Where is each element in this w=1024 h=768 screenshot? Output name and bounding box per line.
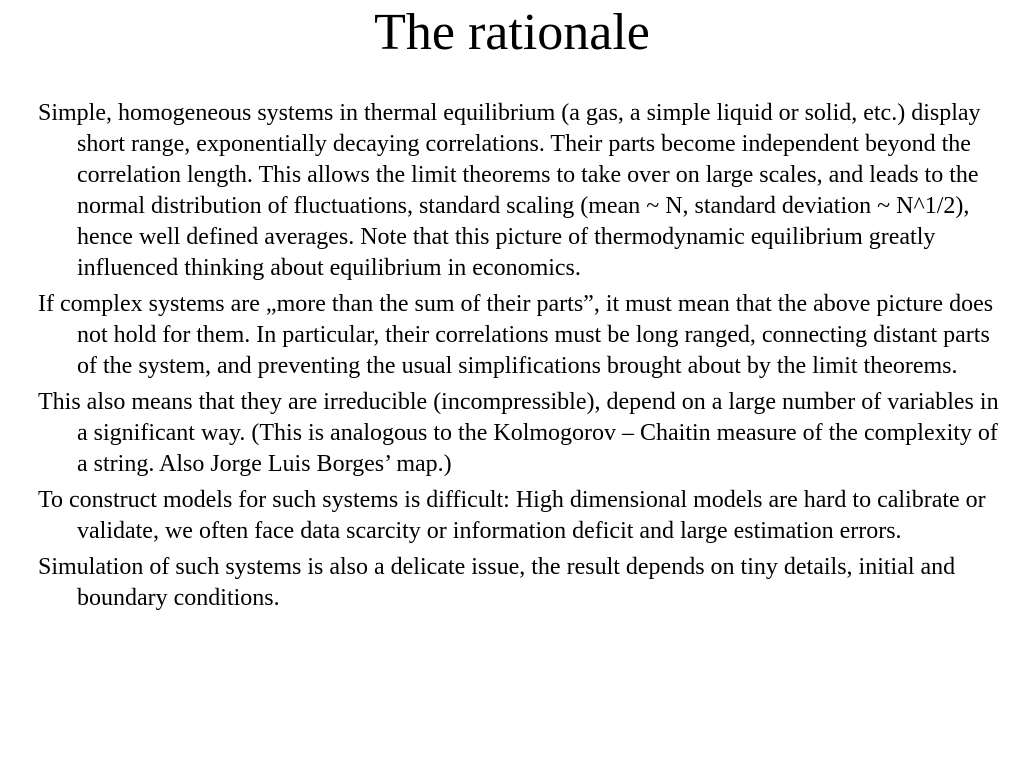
paragraph-line: greatly influenced thinking about equilibrium in economics. xyxy=(77,224,936,281)
paragraph-line: well defined averages. Note that this picture of thermodynamic equilibrium xyxy=(138,224,863,250)
paragraph-line: long ranged, connecting distant parts of the system, and preventing the usual xyxy=(77,322,990,379)
paragraph-line: to calibrate or validate, we often face data scarcity or information deficit and xyxy=(77,487,986,544)
paragraph-line: Simple, homogeneous systems in thermal equilibrium (a gas, a simple liquid or xyxy=(38,100,799,126)
paragraph-line: If complex systems are „more than the sum of their parts”, it must mean that the xyxy=(38,291,808,317)
paragraph-line: above picture does not hold for them. In particular, their correlations must be xyxy=(77,291,994,348)
paragraph-line: – Chaitin measure of the complexity of a string. Also Jorge Luis Borges’ map.) xyxy=(77,420,998,477)
paragraph-line: theorems to take over on large scales, and leads to the normal distribution of xyxy=(77,162,979,219)
paragraph-line: To construct models for such systems is difficult: High dimensional models are hard xyxy=(38,487,847,513)
paragraph-line: Simulation of such systems is also a delicate issue, the result depends on tiny xyxy=(38,554,778,580)
body-paragraph-4 xyxy=(38,485,1008,547)
paragraph-line: This also means that they are irreducible (incompressible), depend on a large xyxy=(38,389,776,415)
paragraph-line: solid, etc.) display short range, exponentially decaying correlations. Their parts xyxy=(77,100,981,157)
paragraph-line: simplifications brought about by the limit theorems. xyxy=(458,353,958,379)
paragraph-line: details, initial and boundary conditions. xyxy=(77,554,956,611)
body-paragraph-3 xyxy=(38,387,1008,480)
paragraph-line: fluctuations, standard scaling (mean ~ N, standard deviation ~ N^1/2), hence xyxy=(77,193,970,250)
body-paragraph-5 xyxy=(38,552,1008,614)
paragraph-line: large estimation errors. xyxy=(680,518,902,544)
body-paragraph-list xyxy=(38,98,1008,619)
body-paragraph-1 xyxy=(38,98,1008,284)
slide-title: The rationale xyxy=(374,4,650,61)
paragraph-line: number of variables in a significant way. (This is analogous to the Kolmogorov xyxy=(77,389,999,446)
paragraph-line: become independent beyond the correlation length. This allows the limit xyxy=(77,131,971,188)
body-paragraph-2 xyxy=(38,289,1008,382)
